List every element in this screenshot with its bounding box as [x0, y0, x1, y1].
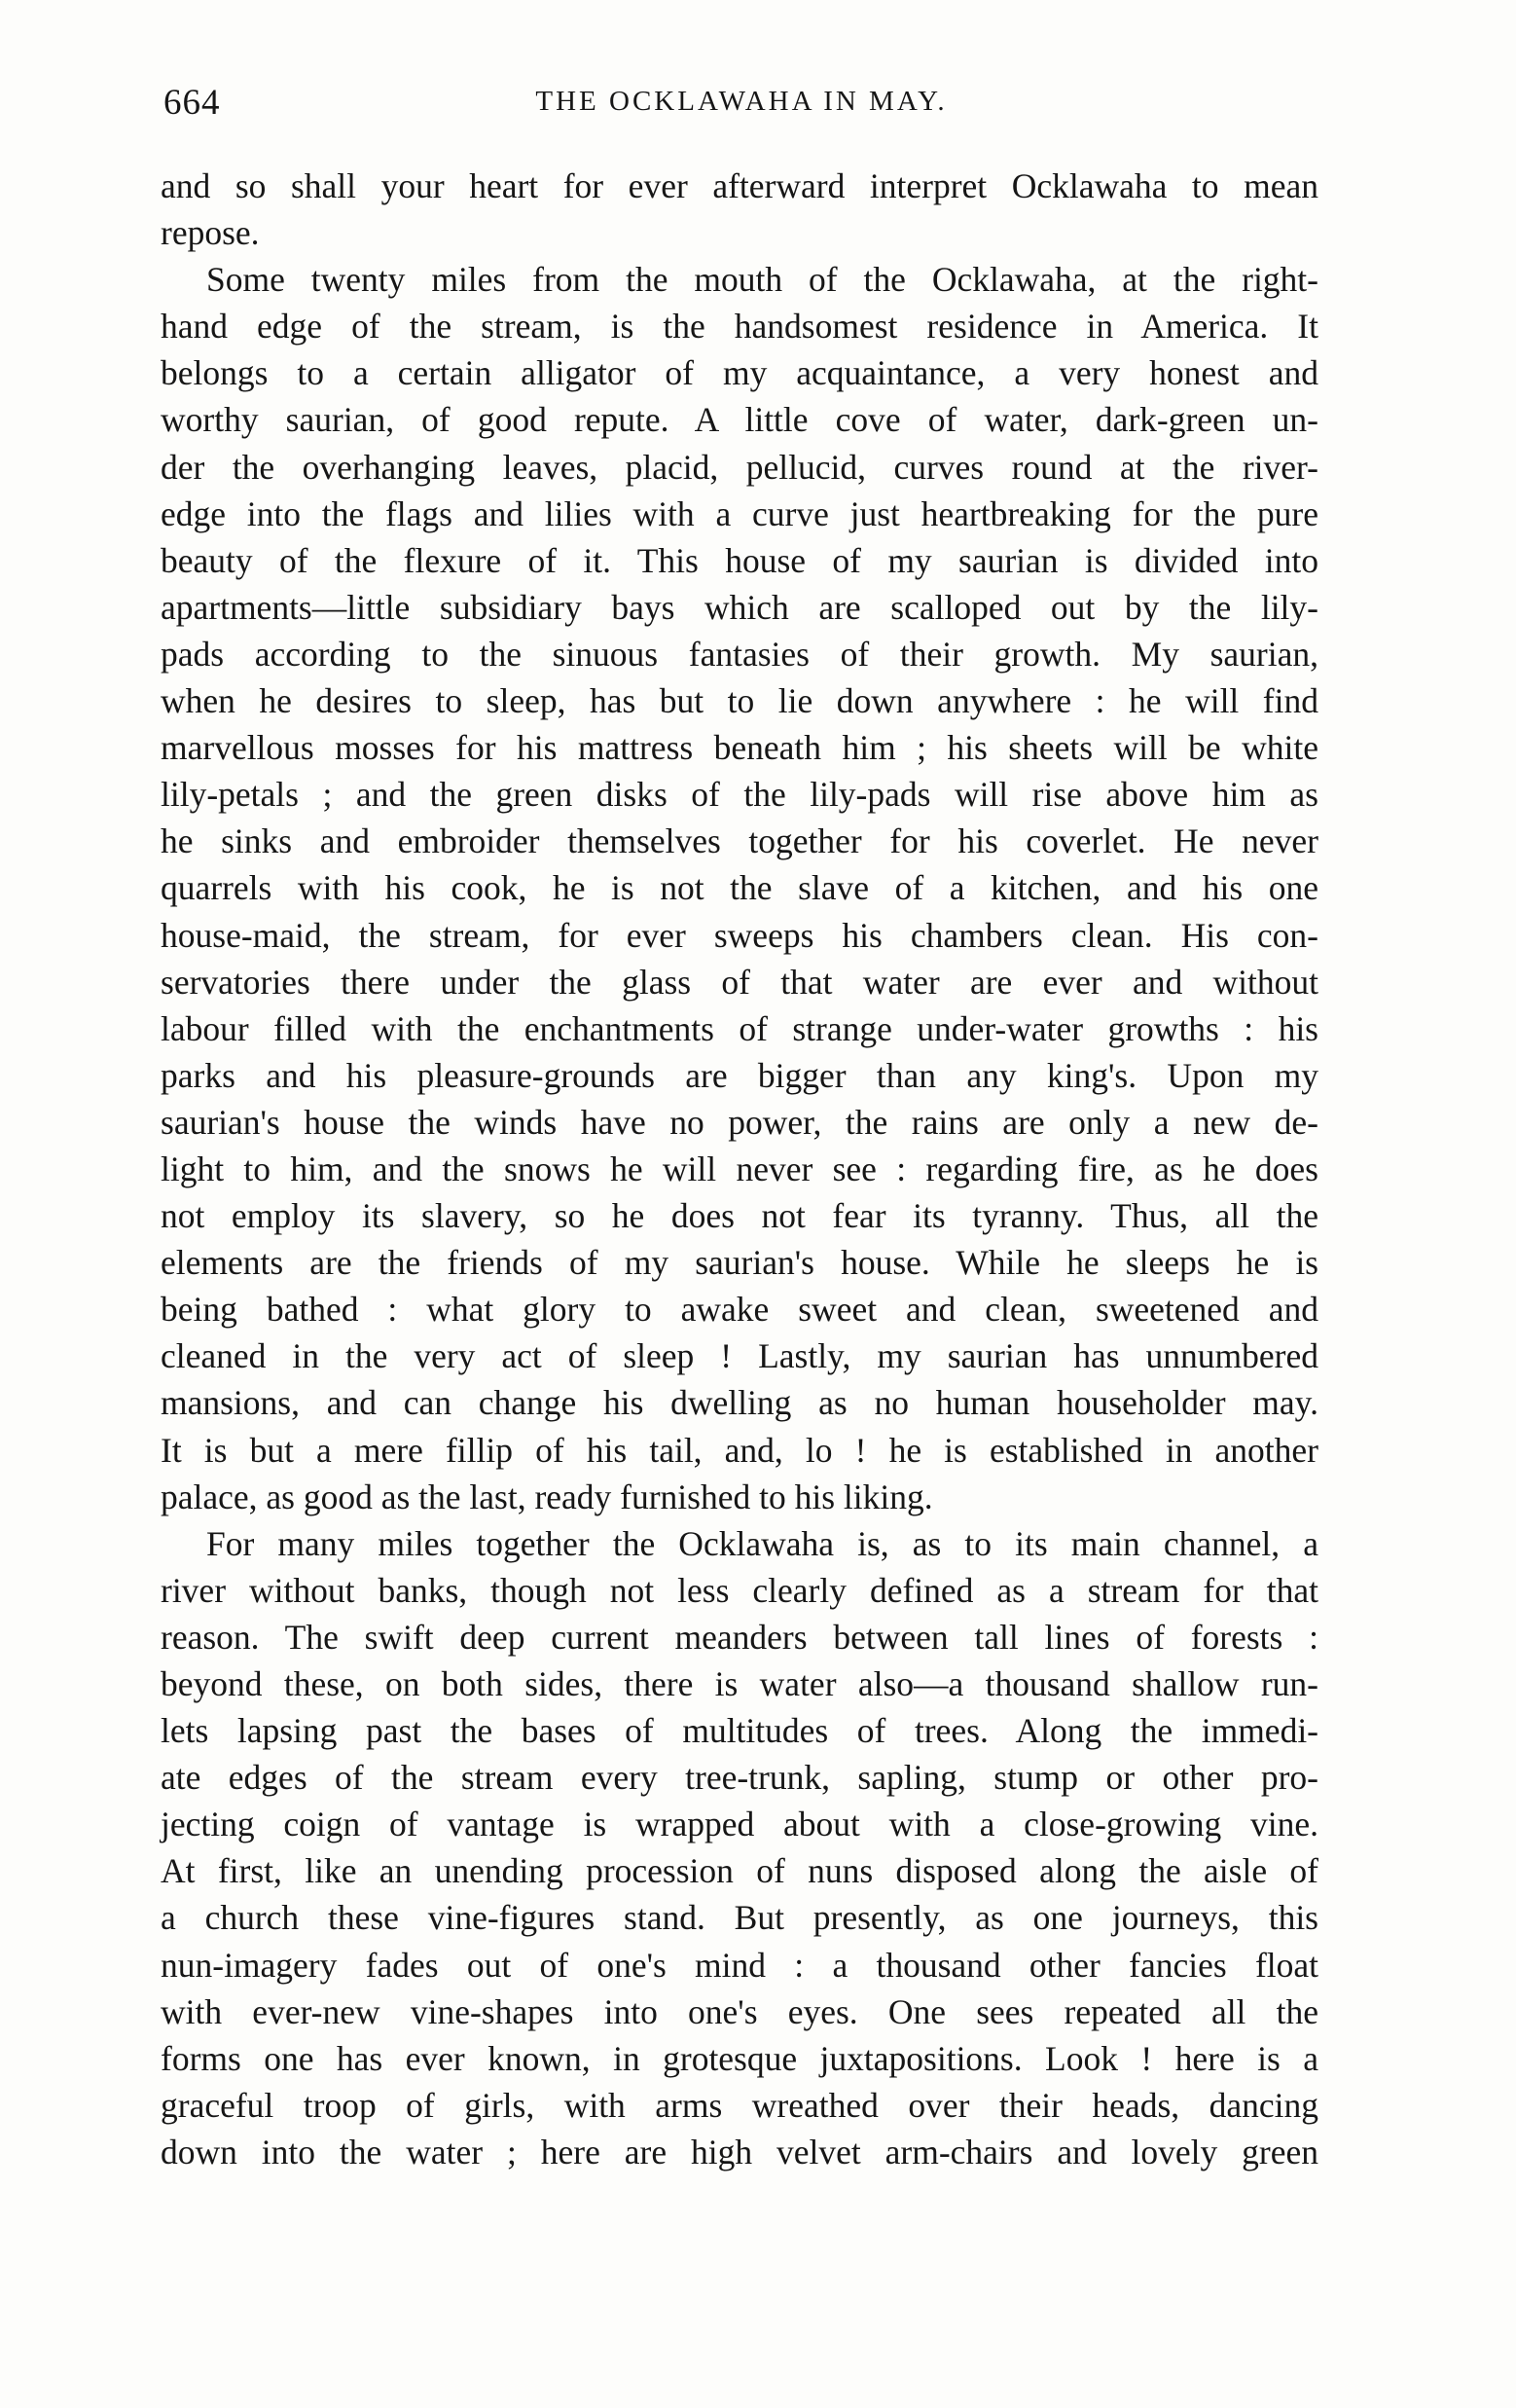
text-line: [161, 2175, 1318, 2222]
paragraph-first-line: For many miles together the Ocklawaha is, as to its main channel, a: [206, 1523, 1318, 1563]
text-line: worthy saurian, of good repute. A little cove of water, dark-green un-: [161, 400, 1318, 440]
text-line: repose.: [161, 213, 260, 253]
text-line: and so shall your heart for ever afterward interpret Ocklawaha to mean: [161, 166, 1318, 205]
text-line: At first, like an unending procession of nuns disposed along the aisle of: [161, 1851, 1318, 1891]
text-line: being bathed : what glory to awake sweet and clean, sweetened and: [161, 1290, 1318, 1330]
text-line: river without banks, though not less clearly defined as a stream for that: [161, 1570, 1318, 1610]
text-line: hand edge of the stream, is the handsomest residence in America. It: [161, 307, 1318, 347]
text-line: der the overhanging leaves, placid, pellucid, curves round at the river-: [161, 447, 1318, 487]
text-line: ate edges of the stream every tree-trunk, sapling, stump or other pro-: [161, 1758, 1318, 1798]
text-line: belongs to a certain alligator of my acquaintance, a very honest and: [161, 353, 1318, 393]
text-line: cleaned in the very act of sleep ! Lastly, my saurian has unnumbered: [161, 1336, 1318, 1376]
running-head: [163, 82, 1319, 130]
body-text: [161, 163, 1318, 2222]
text-line: quarrels with his cook, he is not the slave of a kitchen, and his one: [161, 868, 1318, 908]
text-line: light to him, and the snows he will never see : regarding fire, as he does: [161, 1149, 1318, 1188]
text-line: marvellous mosses for his mattress beneath him ; his sheets will be white: [161, 728, 1318, 768]
text-line: servatories there under the glass of that water are ever and without: [161, 962, 1318, 1002]
text-line: lily-petals ; and the green disks of the lily-pads will rise above him as: [161, 775, 1318, 815]
text-line: nun-imagery fades out of one's mind : a thousand other fancies float: [161, 1945, 1318, 1985]
text-line: mansions, and can change his dwelling as no human householder may.: [161, 1383, 1318, 1423]
text-line: palace, as good as the last, ready furnished to his liking.: [161, 1477, 933, 1516]
text-line: saurian's house the winds have no power, the rains are only a new de-: [161, 1102, 1318, 1142]
text-line: a church these vine-figures stand. But presently, as one journeys, this: [161, 1898, 1318, 1938]
text-line: with ever-new vine-shapes into one's eyes. One sees repeated all the: [161, 1991, 1318, 2031]
text-line: forms one has ever known, in grotesque juxtapositions. Look ! here is a: [161, 2038, 1318, 2078]
text-line: apartments—little subsidiary bays which are scalloped out by the lily-: [161, 587, 1318, 627]
text-line: down into the water ; here are high velvet arm-chairs and lovely green: [161, 2132, 1318, 2171]
text-line: he sinks and embroider themselves together for his coverlet. He never: [161, 821, 1318, 861]
running-title: THE OCKLAWAHA IN MAY.: [535, 86, 948, 117]
text-line: labour filled with the enchantments of strange under-water growths : his: [161, 1008, 1318, 1048]
page-number: 664: [163, 83, 221, 123]
text-line: not employ its slavery, so he does not fear its tyranny. Thus, all the: [161, 1196, 1318, 1236]
text-line: graceful troop of girls, with arms wreathed over their heads, dancing: [161, 2085, 1318, 2125]
text-line: reason. The swift deep current meanders between tall lines of forests :: [161, 1617, 1318, 1657]
text-line: elements are the friends of my saurian's house. While he sleeps he is: [161, 1243, 1318, 1283]
text-line: pads according to the sinuous fantasies of their growth. My saurian,: [161, 634, 1318, 674]
paragraph-first-line: Some twenty miles from the mouth of the Ocklawaha, at the right-: [206, 260, 1318, 300]
text-line: edge into the flags and lilies with a curve just heartbreaking for the pure: [161, 493, 1318, 533]
text-line: jecting coign of vantage is wrapped about with a close-growing vine.: [161, 1805, 1318, 1844]
text-line: when he desires to sleep, has but to lie down anywhere : he will find: [161, 681, 1318, 721]
text-line: beyond these, on both sides, there is water also—a thousand shallow run-: [161, 1664, 1318, 1703]
text-line: parks and his pleasure-grounds are bigger than any king's. Upon my: [161, 1055, 1318, 1095]
text-line: house-maid, the stream, for ever sweeps his chambers clean. His con-: [161, 915, 1318, 955]
text-line: It is but a mere fillip of his tail, and, lo ! he is established in another: [161, 1430, 1318, 1470]
text-line: beauty of the flexure of it. This house of my saurian is divided into: [161, 540, 1318, 580]
text-line: lets lapsing past the bases of multitudes of trees. Along the immedi-: [161, 1711, 1318, 1751]
